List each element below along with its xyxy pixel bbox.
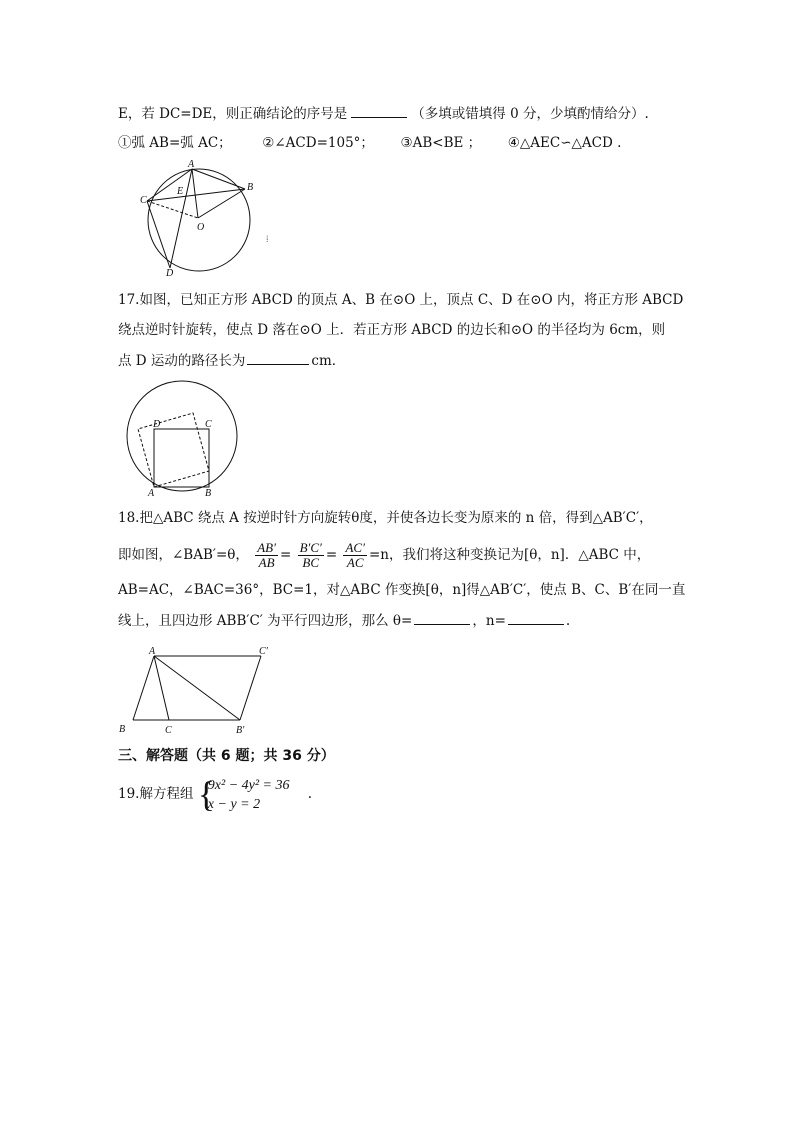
q17-answer-blank[interactable] — [247, 350, 309, 365]
q18-line3: AB=AC，∠BAC=36°，BC=1，对△ABC 作变换[θ，n]得△AB′C′，使点 B、C、B′在同一直 — [118, 582, 686, 598]
q16-option-2 — [262, 135, 374, 151]
q16-option-3-text: AB<BE ； — [412, 135, 482, 151]
q16-option-1 — [118, 135, 232, 151]
q16-line1 — [118, 103, 649, 124]
q18-line4-tail: . — [565, 613, 571, 629]
q16-option-1-num: ① — [118, 135, 132, 151]
q18-line4 — [118, 610, 570, 631]
q19 — [118, 772, 312, 816]
q16-line1-text: E，若 DC=DE，则正确结论的序号是 — [118, 106, 348, 122]
q16-label-a: A — [188, 159, 195, 170]
q19-label: 19.解方程组 — [118, 786, 194, 802]
q18-fraction-3 — [343, 541, 366, 570]
q16-option-4-text: △AEC∽△ACD . — [519, 135, 622, 151]
q18-line2-a: 即如图，∠BAB′=θ， — [118, 547, 249, 563]
q19-equation-system — [197, 773, 290, 814]
q17-line1: 17.如图，已知正方形 ABCD 的顶点 A、B 在⊙O 上，顶点 C、D 在⊙O 内，将正方形 ABCD — [118, 292, 684, 308]
q18-label-c: C — [165, 725, 172, 736]
q16-option-4-num: ④ — [507, 135, 520, 151]
q16-label-e: E — [177, 186, 184, 197]
q17-label-a: A — [148, 488, 155, 499]
q18-label-c-prime: C′ — [259, 646, 268, 657]
q18-frac2-num: B′C′ — [299, 540, 322, 555]
q18-line1: 18.把△ABC 绕点 A 按逆时针方向旋转θ度，并使各边长变为原来的 n 倍，得到△AB′C′， — [118, 510, 653, 526]
q19-tail: . — [307, 786, 313, 802]
q16-option-3 — [401, 135, 482, 151]
q18-frac1-num: AB′ — [257, 540, 276, 555]
q19-eq2: x − y = 2 — [207, 796, 261, 812]
q18-figure — [116, 644, 286, 734]
q18-frac3-den: AC — [346, 555, 364, 570]
q17-line2: 绕点逆时针旋转，使点 D 落在⊙O 上．若正方形 ABCD 的边长和⊙O 的半径均为 6cm，则 — [118, 322, 666, 338]
q18-n-blank[interactable] — [508, 610, 564, 625]
q18-eq1: = — [279, 547, 292, 563]
q18-frac1-den: AB — [258, 555, 275, 570]
q18-label-b: B — [119, 724, 126, 735]
q19-brace: { — [197, 773, 216, 814]
section3-title: 三、解答题（共 6 题；共 36 分） — [118, 748, 335, 764]
q18-line4-text: 线上，且四边形 ABB′C′ 为平行四边形，那么 θ= — [118, 613, 413, 629]
q16-option-4 — [508, 135, 622, 151]
q17-label-d: D — [153, 419, 161, 430]
q18-line4-mid: ，n= — [472, 613, 506, 629]
q18-frac2-den: BC — [302, 555, 320, 570]
q16-option-1-text: 弧 AB=弧 AC； — [131, 135, 232, 151]
q18-line2-b: =n，我们将这种变换记为[θ，n]．△ABC 中， — [368, 547, 651, 563]
q18-theta-blank[interactable] — [414, 610, 470, 625]
q16-label-c: C — [140, 195, 147, 206]
q17-label-b: B — [205, 488, 212, 499]
q16-option-3-num: ③ — [400, 135, 413, 151]
q18-fraction-1 — [255, 541, 278, 570]
q18-eq2: = — [325, 547, 338, 563]
q17-line3 — [118, 350, 345, 371]
q16-label-d: D — [166, 268, 174, 279]
q16-option-2-num: ② — [262, 135, 275, 151]
q17-line3-tail: cm． — [311, 353, 346, 369]
q16-label-b: B — [247, 182, 254, 193]
q17-figure — [125, 380, 255, 500]
q19-eq1: 9x² − 4y² = 36 — [207, 777, 290, 793]
q18-line2 — [118, 538, 650, 572]
q16-label-o: O — [197, 222, 205, 233]
q17-line3-text: 点 D 运动的路径长为 — [118, 353, 246, 369]
q17-label-c: C — [205, 419, 212, 430]
stray-mark: ⁞ — [266, 235, 269, 245]
q16-options — [118, 133, 621, 153]
q18-label-a: A — [149, 646, 156, 657]
q16-option-2-text: ∠ACD=105°； — [274, 135, 374, 151]
q16-answer-blank[interactable] — [351, 103, 407, 118]
q16-figure — [140, 160, 280, 280]
q18-frac3-num: AC′ — [345, 540, 365, 555]
q18-label-b-prime: B′ — [236, 725, 245, 736]
q16-line1-tail: （多填或错填得 0 分，少填酌情给分）. — [411, 106, 649, 122]
q18-fraction-2 — [298, 541, 324, 570]
